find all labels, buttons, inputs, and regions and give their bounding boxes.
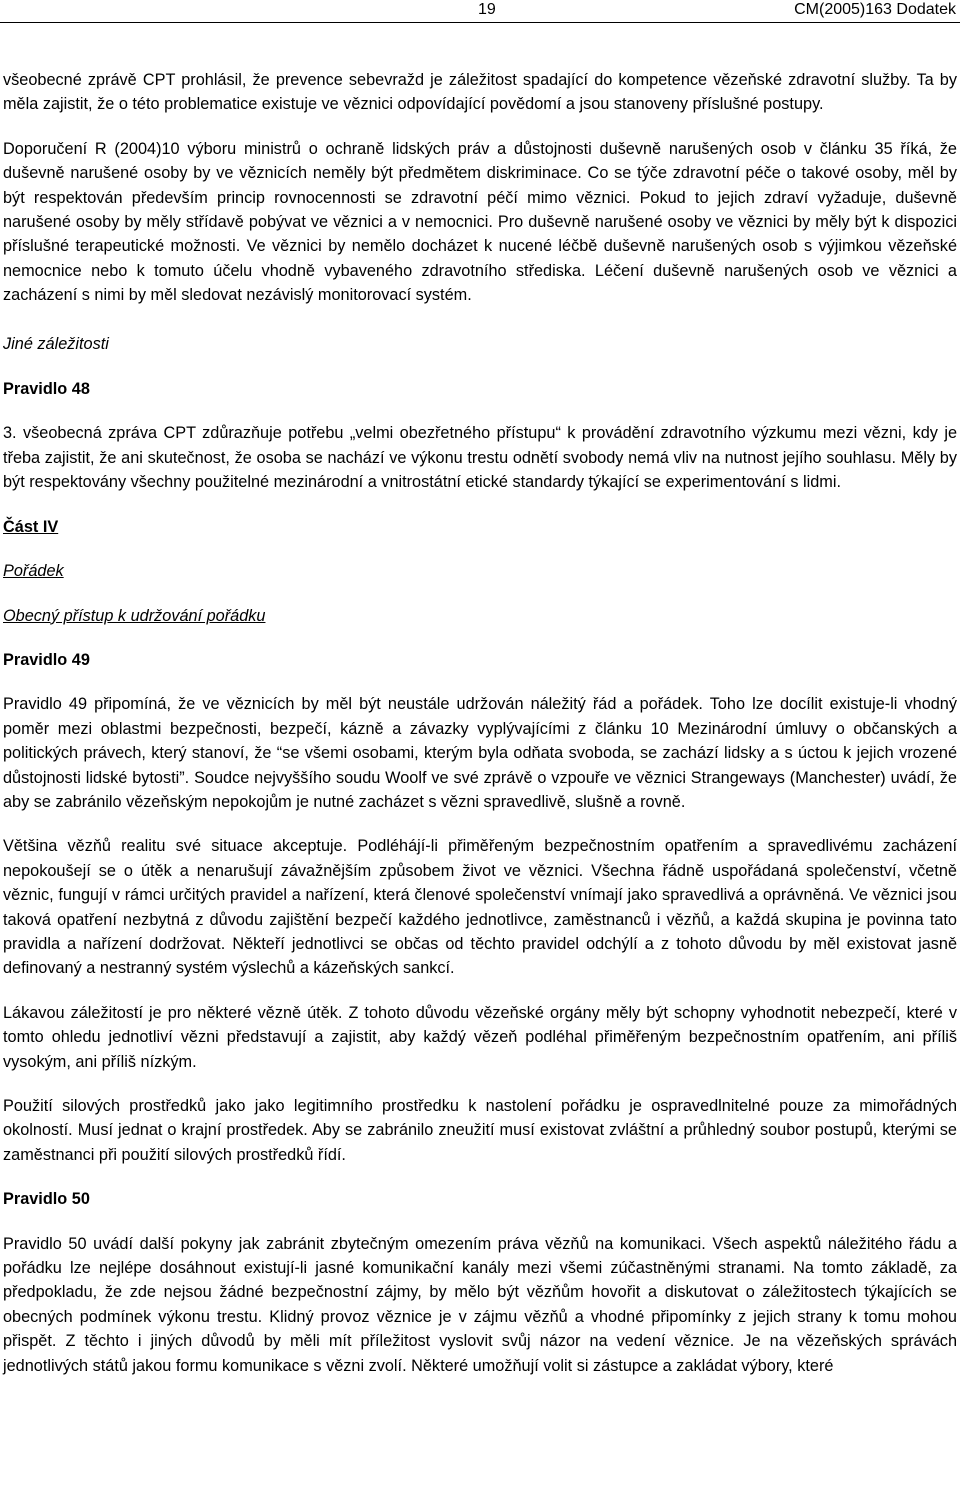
paragraph: Použití silových prostředků jako jako legitimního prostředku k nastolení pořádku je ospravedlnitelné pouze za mimořádných okolností. Musí jednat o krajní prostředek. Aby se zabránilo zneužití musí existovat zvláštní a průhledný soubor postupů, kterými se zaměstnanci při použití silových prostředků řídí. [3,1097,957,1164]
document-reference: CM(2005)163 Dodatek [794,1,956,18]
paragraph: Pravidlo 50 uvádí další pokyny jak zabránit zbytečným omezením práva vězňů na komunikaci. Všech aspektů náležitého řádu a pořádku lze nejlépe dosáhnout existují-li jasné komunikační kanály mezi všemi zúčastněnými stranami. Na tomto základě, za předpokladu, že zde nejsou žádné bezpečnostní zájmy, by mělo být vězňům hovořit a diskutovat o záležitostech týkajících se obecných podmínek výkonu trestu. Klidný provoz věznice je v zájmu vězňů a vhodné připomínky z jejich strany k tomu mohou přispět. Z těchto i jiných důvodů by měli mít příležitost vyslovit svůj názor na vedení věznice. Je na vězeňských správách jednotlivých států jakou formu komunikace s vězni zvolí. Některé umožňují volit si zástupce a zakládat výbory, které [3,1234,957,1375]
paragraph: Pravidlo 49 připomíná, že ve věznicích by měl být neustále udržován náležitý řád a pořádek. Toho lze docílit existuje-li vhodný poměr mezi oblastmi bezpečnosti, bezpečí, kázně a závazky vyplývajícími z článku 10 Mezinárodní úmluvy o občanských a politických právech, který stanoví, že “se všemi osobami, kterým byla odňata svoboda, se zachází lidsky a s úctou k jejich vrozené důstojnosti lidské bytosti”. Soudce nejvyššího soudu Woolf ve své zprávě o vzpouře ve věznici Strangeways (Manchester) uvádí, že aby se zabránilo vězeňským nepokojům je nutné zacházet s vězni spravedlivě, slušně a rovně. [3,695,957,811]
page-header [0,0,960,22]
rule-heading: Pravidlo 50 [3,1190,90,1209]
part-heading: Část IV [3,517,59,536]
paragraph: všeobecné zprávě CPT prohlásil, že prevence sebevražd je záležitost spadající do kompetence vězeňské zdravotní služby. Ta by měla zajistit, že o této problematice existuje ve věznici odpovídající povědomí a jsou stanoveny příslušné postupy. [3,71,957,114]
header-rule [0,22,960,23]
rule-heading: Pravidlo 48 [3,380,90,399]
document-body [3,68,957,1378]
page-number: 19 [478,1,496,18]
paragraph: Většina vězňů realitu své situace akceptuje. Podléhájí-li přiměřeným bezpečnostním opatřením a spravedlivému zacházení nepokoušejí se o útěk a nenarušují závažnějším způsobem život ve věznici. Všechna řádně uspořádaná společenství, včetně věznic, fungují v rámci určitých pravidel a nařízení, která členové společenství vnímají jako spravedlivá a oprávněná. Ve věznici jsou taková opatření nezbytná z důvodu zajištění bezpečí každého jednotlivce, zaměstnanců i vězňů, a každá skupina je povinna tato pravidla a nařízení dodržovat. Někteří jednotlivci se občas od těchto pravidel odchýlí a z tohoto důvodu by měl existovat jasně definovaný a nestranný systém výslechů a kázeňských sankcí. [3,837,957,978]
paragraph: 3. všeobecná zpráva CPT zdůrazňuje potřebu „velmi obezřetného přístupu“ k provádění zdravotního výzkumu mezi vězni, kdy je třeba zajistit, že ani skutečnost, že osoba se nachází ve výkonu trestu odnětí svobody nemá vliv na nutnost jejího souhlasu. Měly by být respektovány všechny použitelné mezinárodní a vnitrostátní etické standardy týkající se experimentování s lidmi. [3,424,957,492]
section-heading: Pořádek [3,562,64,581]
paragraph: Doporučení R (2004)10 výboru ministrů o ochraně lidských práv a důstojnosti duševně narušených osob v článku 35 říká, že duševně narušené osoby by ve věznicích neměly být předmětem diskriminace. Co se týče zdravotní péče o takové osoby, měl by být respektován především princip rovnocennosti se zdravotní péčí mimo věznici. Pokud to jejich zdraví vyžaduje, duševně narušené osoby by měly střídavě pobývat ve věznici a v nemocnici. Pro duševně narušené osoby ve věznici by měly být k dispozici příslušné terapeutické možnosti. Ve věznici by nemělo docházet k nucené léčbě duševně narušených osob s výjimkou vězeňské nemocnice nebo k tomuto účelu vhodně vybaveného zdravotního střediska. Léčení duševně narušených osob ve věznici a zacházení s nimi by měl sledovat nezávislý monitorovací systém. [3,139,957,305]
paragraph: Lákavou záležitostí je pro některé vězně útěk. Z tohoto důvodu vězeňské orgány měly být schopny vyhodnotit nebezpečí, které v tomto ohledu jednotliví vězni představují a zajistit, aby každý vězeň podléhal přiměřeným bezpečnostním opatřením, ani příliš vysokým, ani příliš nízkým. [3,1003,957,1071]
rule-heading: Pravidlo 49 [3,650,90,669]
subsection-heading: Obecný přístup k udržování pořádku [3,606,266,625]
section-heading: Jiné záležitosti [3,334,109,353]
